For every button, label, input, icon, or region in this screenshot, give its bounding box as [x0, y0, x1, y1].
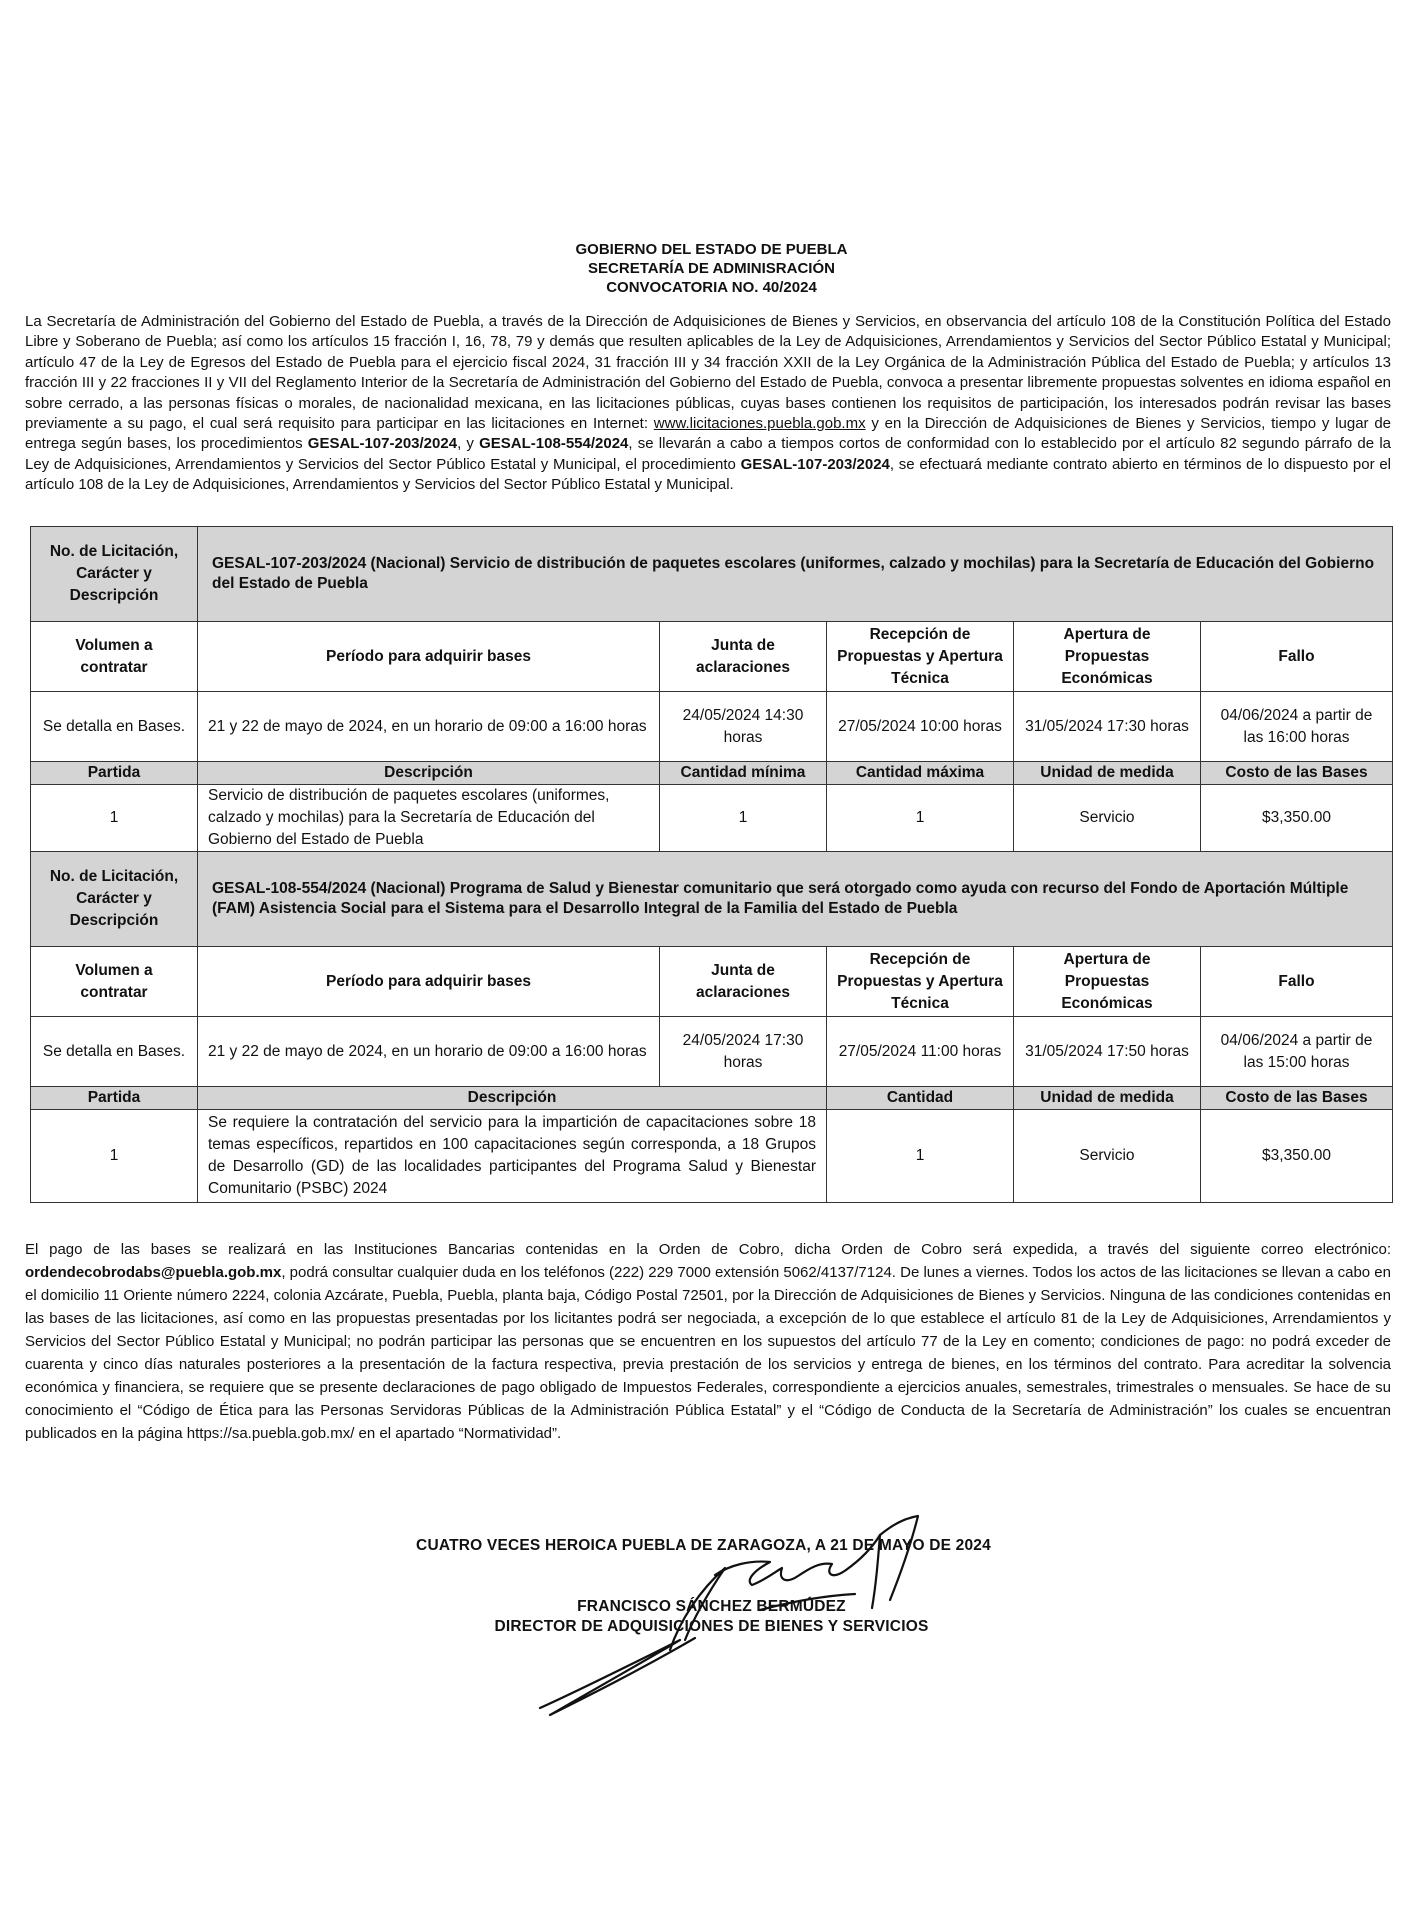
closing-text-2: , podrá consultar cualquier duda en los teléfonos (222) 229 7000 extensión 5062/4137/7124. De lunes a viernes. Todos los actos de las licitaciones se llevan a cabo en el domicilio 11 Oriente número 2224, colonia Azcárate, Puebla, Puebla, planta baja, Código Postal 72501, por la Dirección de Adquisiciones de Bienes y Servicios. Ninguna de las condiciones contenidas en las bases de las licitaciones, así como en las propuestas presentadas por los licitantes podrá ser negociada, a excepción de lo que establece el artículo 81 de la Ley de Adquisiciones, Arrendamientos y Servicios del Sector Público Estatal y Municipal; no podrán participar las personas que se encuentren en los supuestos del artículo 77 de la Ley en comento; condiciones de pago: no podrá exceder de cuarenta y cinco días naturales posteriores a la presentación de la factura respectiva, previa prestación de los servicios y entrega de bienes, en los términos del contrato. Para acreditar la solvencia económica y financiera, se requiere que se presente declaraciones de pago obligado de Impuestos Federales, correspondiente a ejercicios anuales, semestrales, trimestrales o mensuales. Se hace de su conocimiento el “Código de Ética para las Personas Servidoras Públicas de la Administración Pública Estatal” y el “Código de Conducta de la Secretaría de Administración” los cuales se encuentran publicados en la página https://sa.puebla.gob.mx/ en el apartado “Normatividad”. [25, 1264, 1391, 1442]
value-volumen: Se detalla en Bases. [31, 692, 198, 762]
col-cantidad: Cantidad [827, 1087, 1014, 1110]
value-recepcion: 27/05/2024 10:00 horas [827, 692, 1014, 762]
value-junta: 24/05/2024 14:30 horas [660, 692, 827, 762]
item-descripcion: Servicio de distribución de paquetes escolares (uniformes, calzado y mochilas) para la Secretaría de Educación del Gobierno del Estado de Puebla [198, 785, 660, 852]
item-unidad: Servicio [1014, 1110, 1201, 1203]
tender-title: GESAL-108-554/2024 (Nacional) Programa de Salud y Bienestar comunitario que será otorgado como ayuda con recurso del Fondo de Aportación Múltiple (FAM) Asistencia Social para el Sistema para el Desarrollo Integral de la Familia del Estado de Puebla [198, 852, 1393, 947]
tender-2-header-row [31, 947, 1393, 1017]
col-periodo: Período para adquirir bases [198, 622, 660, 692]
tender-1-items-header-row [31, 762, 1393, 785]
closing-paragraph [25, 1238, 1391, 1445]
col-junta: Junta de aclaraciones [660, 622, 827, 692]
tender-label: No. de Licitación, Carácter y Descripción [31, 852, 198, 947]
procedure-code-3: GESAL-107-203/2024 [740, 455, 890, 473]
handwritten-signature [520, 1490, 960, 1730]
col-periodo: Período para adquirir bases [198, 947, 660, 1017]
value-periodo: 21 y 22 de mayo de 2024, en un horario de 09:00 a 16:00 horas [198, 692, 660, 762]
col-unidad: Unidad de medida [1014, 762, 1201, 785]
tender-1-header-row [31, 622, 1393, 692]
tender-2-title-row [31, 852, 1393, 947]
col-costo: Costo de las Bases [1201, 1087, 1393, 1110]
value-apertura: 31/05/2024 17:30 horas [1014, 692, 1201, 762]
closing-text-1: El pago de las bases se realizará en las Instituciones Bancarias contenidas en la Orden de Cobro, dicha Orden de Cobro será expedida, a través del siguiente correo electrónico: [25, 1241, 1391, 1258]
tender-1-item-row [31, 785, 1393, 852]
intro-text-3: , y [457, 435, 480, 453]
col-fallo: Fallo [1201, 947, 1393, 1017]
item-partida: 1 [31, 1110, 198, 1203]
billing-email: ordendecobrodabs@puebla.gob.mx [25, 1264, 282, 1281]
tenders-table [30, 526, 1393, 1203]
tender-2-item-row [31, 1110, 1393, 1203]
value-volumen: Se detalla en Bases. [31, 1017, 198, 1087]
col-descripcion: Descripción [198, 762, 660, 785]
col-descripcion: Descripción [198, 1087, 827, 1110]
col-apertura: Apertura de Propuestas Económicas [1014, 622, 1201, 692]
intro-text-4: , se llevarán a cabo a tiempos cortos de conformidad con lo establecido por el artículo 82 segundo párrafo de la Ley de Adquisiciones, Arrendamientos y Servicios del Sector Público Estatal y Municipal, el procedimiento [25, 435, 1391, 473]
procedure-code-1: GESAL-107-203/2024 [307, 435, 458, 453]
intro-text-2: y en la Dirección de Adquisiciones de Bienes y Servicios, tiempo y lugar de entrega según bases, los procedimientos [25, 415, 1392, 453]
item-partida: 1 [31, 785, 198, 852]
intro-text-1: La Secretaría de Administración del Gobierno del Estado de Puebla, a través de la Dirección de Adquisiciones de Bienes y Servicios, en observancia del artículo 108 de la Constitución Política del Estado Libre y Soberano de Puebla; así como los artículos 15 fracción I, 16, 78, 79 y demás que resulten aplicables de la Ley de Adquisiciones, Arrendamientos y Servicios del Sector Público Estatal y Municipal; artículo 47 de la Ley de Egresos del Estado de Puebla para el ejercicio fiscal 2024, 31 fracción III y 34 fracción XXII de la Ley Orgánica de la Administración Pública del Estado de Puebla; y artículos 13 fracción III y 22 fracciones II y VII del Reglamento Interior de la Secretaría de Administración del Gobierno del Estado de Puebla, convoca a presentar libremente propuestas solventes en idioma español en sobre cerrado, a las personas físicas o morales, de nacionalidad mexicana, en las licitaciones públicas, cuyas bases contienen los requisitos de participación, los interesados podrán revisar las bases previamente a su pago, el cual será requisito para participar en las licitaciones en Internet: [25, 313, 1391, 433]
value-fallo: 04/06/2024 a partir de las 15:00 horas [1201, 1017, 1393, 1087]
item-cantidad-maxima: 1 [827, 785, 1014, 852]
col-cantidad-minima: Cantidad mínima [660, 762, 827, 785]
value-fallo: 04/06/2024 a partir de las 16:00 horas [1201, 692, 1393, 762]
item-unidad: Servicio [1014, 785, 1201, 852]
col-volumen: Volumen a contratar [31, 947, 198, 1017]
item-descripcion: Se requiere la contratación del servicio para la impartición de capacitaciones sobre 18 temas específicos, repartidos en 100 capacitaciones según corresponda, a 18 Grupos de Desarrollo (GD) de las localidades participantes del Programa Salud y Bienestar Comunitario (PSBC) 2024 [198, 1110, 827, 1203]
value-junta: 24/05/2024 17:30 horas [660, 1017, 827, 1087]
value-periodo: 21 y 22 de mayo de 2024, en un horario de 09:00 a 16:00 horas [198, 1017, 660, 1087]
col-recepcion: Recepción de Propuestas y Apertura Técnica [827, 622, 1014, 692]
col-junta: Junta de aclaraciones [660, 947, 827, 1017]
licitaciones-link[interactable]: www.licitaciones.puebla.gob.mx [653, 415, 866, 433]
col-recepcion: Recepción de Propuestas y Apertura Técnica [827, 947, 1014, 1017]
value-apertura: 31/05/2024 17:50 horas [1014, 1017, 1201, 1087]
col-costo: Costo de las Bases [1201, 762, 1393, 785]
col-fallo: Fallo [1201, 622, 1393, 692]
tender-title: GESAL-107-203/2024 (Nacional) Servicio de distribución de paquetes escolares (uniformes, calzado y mochilas) para la Secretaría de Educación del Gobierno del Estado de Puebla [198, 527, 1393, 622]
header-government: GOBIERNO DEL ESTADO DE PUEBLA [575, 241, 848, 258]
signer-position: DIRECTOR DE ADQUISICIONES DE BIENES Y SERVICIOS [494, 1618, 929, 1635]
header-secretariat: SECRETARÍA DE ADMINISRACIÓN [588, 260, 835, 277]
col-apertura: Apertura de Propuestas Económicas [1014, 947, 1201, 1017]
signature-place-date: CUATRO VECES HEROICA PUEBLA DE ZARAGOZA, A 21 DE MAYO DE 2024 [416, 1537, 991, 1554]
item-cantidad: 1 [827, 1110, 1014, 1203]
col-volumen: Volumen a contratar [31, 622, 198, 692]
procedure-code-2: GESAL-108-554/2024 [479, 435, 629, 453]
item-costo: $3,350.00 [1201, 785, 1393, 852]
col-partida: Partida [31, 1087, 198, 1110]
signer-name: FRANCISCO SÁNCHEZ BERMÚDEZ [577, 1598, 846, 1615]
col-cantidad-maxima: Cantidad máxima [827, 762, 1014, 785]
tender-1-title-row [31, 527, 1393, 622]
value-recepcion: 27/05/2024 11:00 horas [827, 1017, 1014, 1087]
item-costo: $3,350.00 [1201, 1110, 1393, 1203]
tender-2-values-row [31, 1017, 1393, 1087]
tender-2-items-header-row [31, 1087, 1393, 1110]
document-header [0, 240, 1423, 297]
col-unidad: Unidad de medida [1014, 1087, 1201, 1110]
tender-1-values-row [31, 692, 1393, 762]
item-cantidad-minima: 1 [660, 785, 827, 852]
tender-label: No. de Licitación, Carácter y Descripción [31, 527, 198, 622]
col-partida: Partida [31, 762, 198, 785]
header-call-number: CONVOCATORIA NO. 40/2024 [606, 279, 817, 296]
intro-text-5: , se efectuará mediante contrato abierto en términos de lo dispuesto por el artículo 108 de la Ley de Adquisiciones, Arrendamientos y Servicios del Sector Público Estatal y Municipal. [25, 455, 1391, 494]
intro-paragraph [25, 312, 1391, 496]
